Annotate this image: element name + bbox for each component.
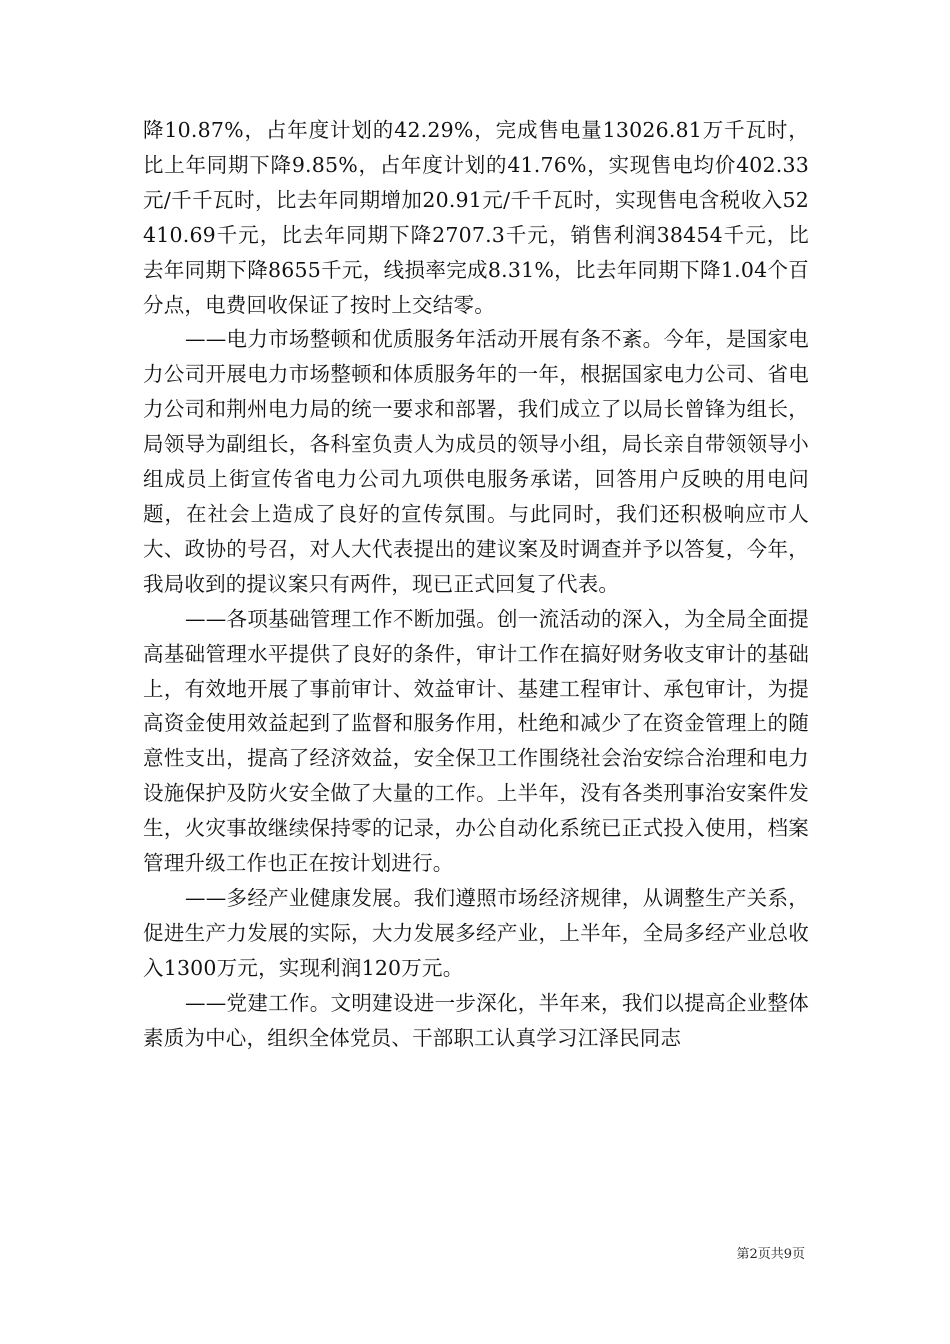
document-body: [143, 113, 809, 1055]
paragraph-party-building: ——党建工作。文明建设进一步深化，半年来，我们以提高企业整体素质为中心，组织全体党员、干部职工认真学习江泽民同志: [143, 990, 809, 1050]
page-number-footer: 第2页共9页: [736, 1247, 805, 1262]
paragraph-basic-management: ——各项基础管理工作不断加强。创一流活动的深入，为全局全面提高基础管理水平提供了良好的条件，审计工作在搞好财务收支审计的基础上，有效地开展了事前审计、效益审计、基建工程审计、承包审计，为提高资金使用效益起到了监督和服务作用，杜绝和减少了在资金管理上的随意性支出，提高了经济效益，安全保卫工作围绕社会治安综合治理和电力设施保护及防火安全做了大量的工作。上半年，没有各类刑事治安案件发生，火灾事故继续保持零的记录，办公自动化系统已正式投入使用，档案管理升级工作也正在按计划进行。: [143, 606, 809, 876]
paragraph-diversified-industry: ——多经产业健康发展。我们遵照市场经济规律，从调整生产关系，促进生产力发展的实际，大力发展多经产业，上半年，全局多经产业总收入1300万元，实现利润120万元。: [143, 885, 809, 980]
paragraph-sales-summary: 降10.87%，占年度计划的42.29%，完成售电量13026.81万千瓦时，比上年同期下降9.85%，占年度计划的41.76%，实现售电均价402.33元/千千瓦时，比去年同期增加20.91元/千千瓦时，实现售电含税收入52410.69千元，比去年同期下降2707.3千元，销售利润38454千元，比去年同期下降8655千元，线损率完成8.31%，比去年同期下降1.04个百分点，电费回收保证了按时上交结零。: [143, 118, 809, 317]
paragraph-market-rectification: ——电力市场整顿和优质服务年活动开展有条不紊。今年，是国家电力公司开展电力市场整顿和体质服务年的一年，根据国家电力公司、省电力公司和荆州电力局的统一要求和部署，我们成立了以局长曾锋为组长，局领导为副组长，各科室负责人为成员的领导小组，局长亲自带领领导小组成员上街宣传省电力公司九项供电服务承诺，回答用户反映的用电问题，在社会上造成了良好的宣传氛围。与此同时，我们还积极响应市人大、政协的号召，对人大代表提出的建议案及时调查并予以答复，今年，我局收到的提议案只有两件，现已正式回复了代表。: [143, 327, 809, 596]
